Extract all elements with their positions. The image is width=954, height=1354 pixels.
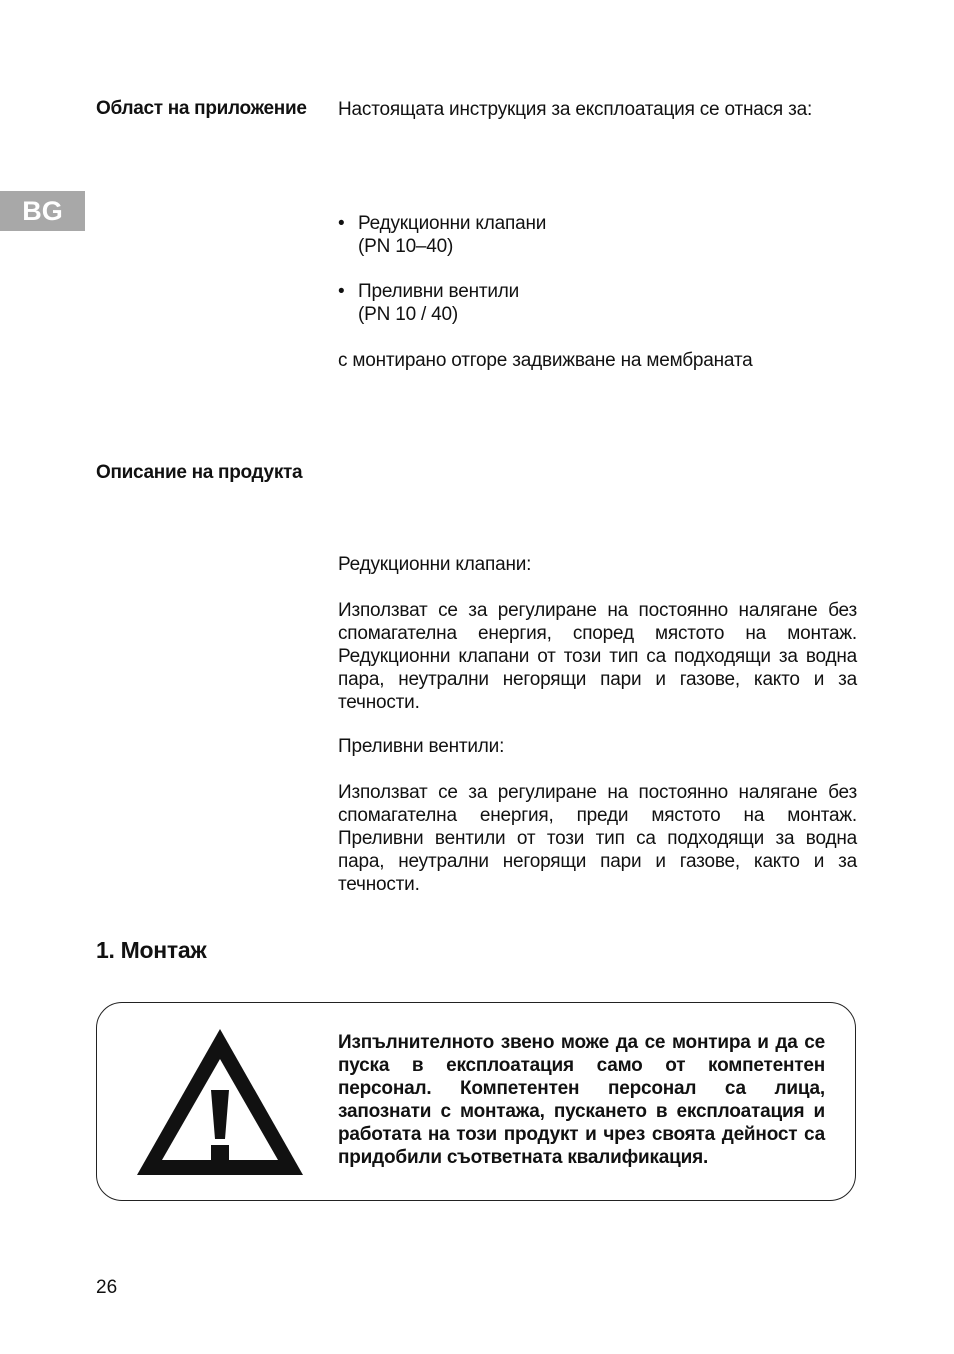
list-item xyxy=(338,212,858,258)
list-item-title: Преливни вентили xyxy=(358,281,520,302)
bullet: • xyxy=(338,213,345,234)
list-item xyxy=(338,280,858,326)
warning-text: Изпълнителното звено може да се монтира и да се пуска в експлоатация само от компетентен персонал. Компетентен персонал са лица, запознати с монтажа, пускането в експлоатация и работата на този продукт и чрез своята дейност са придобили съответната квалификация. xyxy=(338,1032,825,1168)
overflow-valves-label: Преливни вентили: xyxy=(338,736,505,757)
list-item-title: Редукционни клапани xyxy=(358,213,547,234)
list-item-pressure: (PN 10–40) xyxy=(358,236,454,257)
overflow-valves-text: Използват се за регулиране на постоянно налягане без спомагателна енергия, преди мястото на монтаж. Преливни вентили от този тип са подходящи за водна пара, неутрални негорящи пари и газове, както и за течности. xyxy=(338,782,857,895)
scope-footer: с монтирано отгоре задвижване на мембраната xyxy=(338,350,753,371)
language-tab xyxy=(0,191,85,231)
scope-intro: Настоящата инструкция за експлоатация се отнася за: xyxy=(338,99,813,120)
section-title: 1. Монтаж xyxy=(96,937,207,963)
scope-heading: Област на приложение xyxy=(96,98,307,119)
warning-triangle-icon xyxy=(135,1027,305,1177)
product-heading: Описание на продукта xyxy=(96,462,303,483)
bullet: • xyxy=(338,281,345,302)
scope-list xyxy=(338,212,858,326)
list-item-pressure: (PN 10 / 40) xyxy=(358,304,459,325)
page-number: 26 xyxy=(96,1277,118,1298)
reducing-valves-label: Редукционни клапани: xyxy=(338,554,532,575)
language-tab-label: BG xyxy=(22,195,63,226)
reducing-valves-text: Използват се за регулиране на постоянно налягане без спомагателна енергия, според мястото на монтаж. Редукционни клапани от този тип са подходящи за водна пара, неутрални негорящи пари и газове, както и за течности. xyxy=(338,600,857,713)
